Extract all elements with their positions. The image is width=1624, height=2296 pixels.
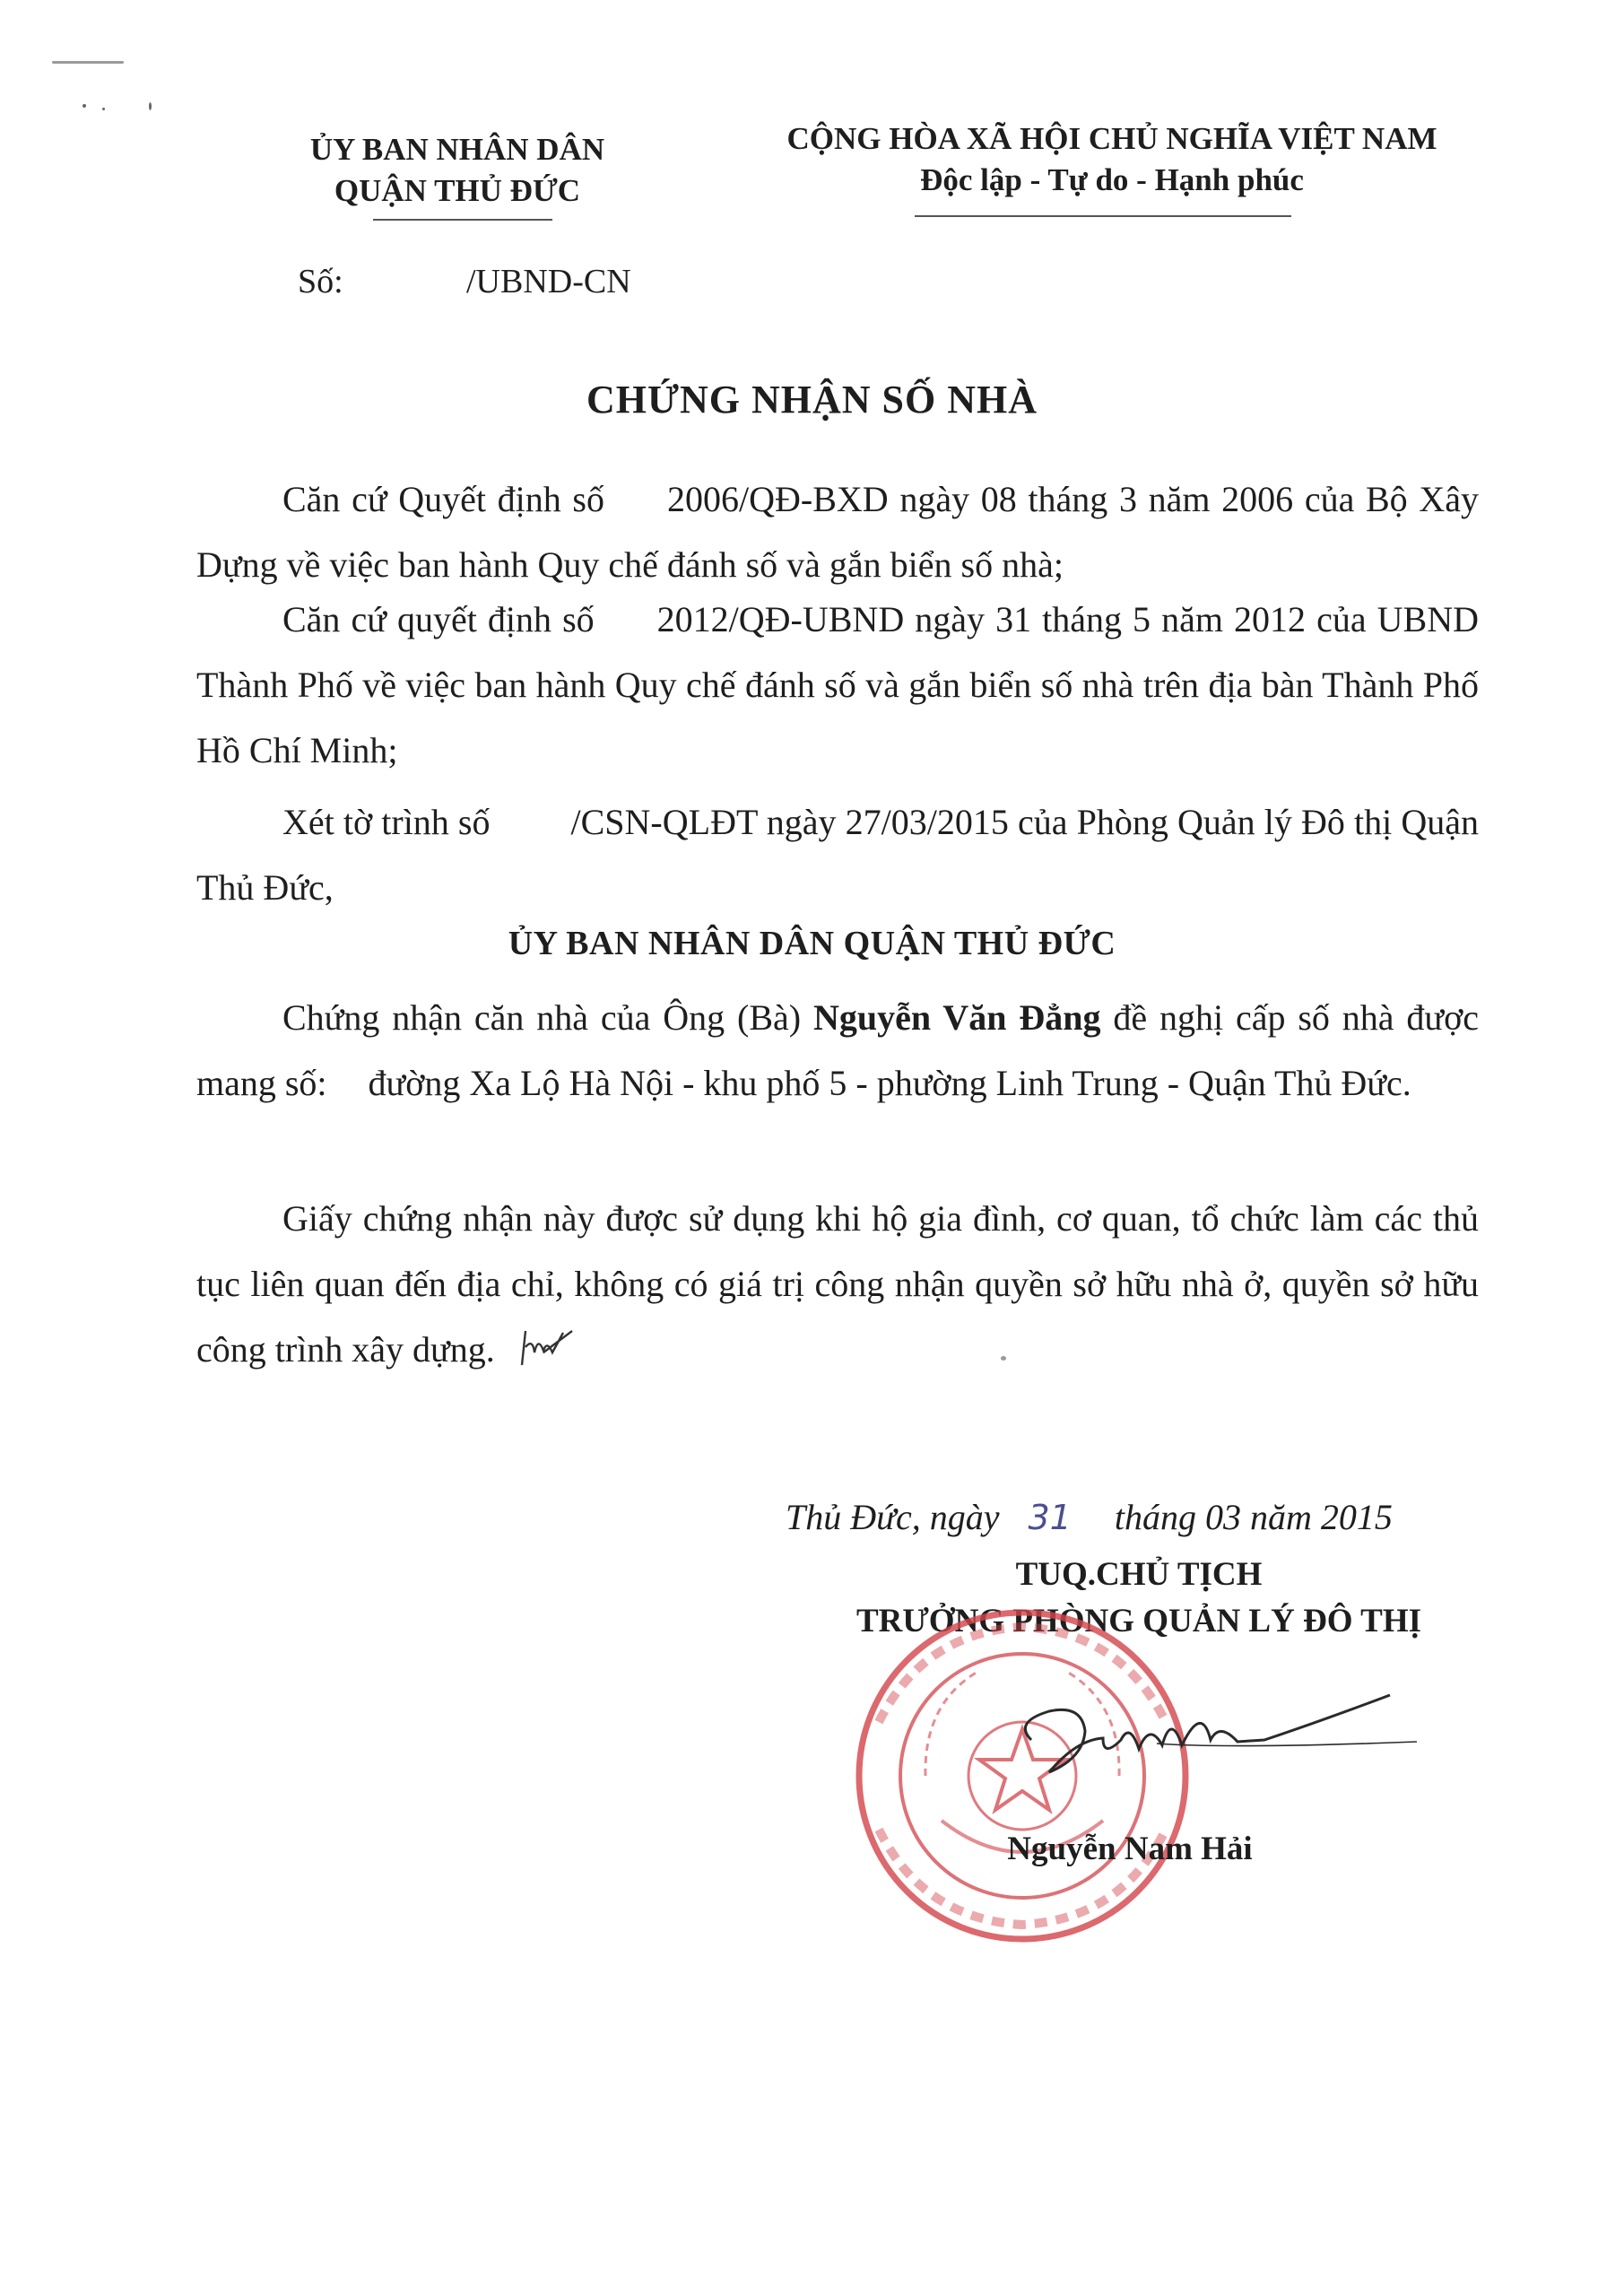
initial-mark xyxy=(517,1326,579,1370)
issuer-name: ỦY BAN NHÂN DÂN xyxy=(309,132,605,167)
paragraph-basis-2 xyxy=(196,587,1479,783)
scan-speck xyxy=(102,108,105,110)
issuer-header xyxy=(260,129,655,211)
paragraph-text: đường Xa Lộ Hà Nội - khu phố 5 - phường Linh Trung - Quận Thủ Đức. xyxy=(368,1063,1411,1103)
paragraph-text: /CSN-QLĐT ngày 27/03/2015 của Phòng Quản lý Đô thị Quận Thủ Đức, xyxy=(196,802,1479,908)
paragraph-text: Xét tờ trình số xyxy=(282,802,491,842)
scan-speck xyxy=(52,61,124,64)
handwritten-signature xyxy=(995,1686,1426,1785)
date-suffix: tháng 03 năm 2015 xyxy=(1114,1497,1393,1537)
owner-name: Nguyễn Văn Đẳng xyxy=(813,997,1101,1038)
authority-heading: ỦY BAN NHÂN DÂN QUẬN THỦ ĐỨC xyxy=(508,925,1116,962)
signer-position: TRƯỞNG PHÒNG QUẢN LÝ ĐÔ THỊ xyxy=(855,1603,1422,1639)
paragraph-text: Chứng nhận căn nhà của Ông (Bà) xyxy=(282,997,802,1038)
reference-code: /UBND-CN xyxy=(466,263,631,300)
reference-line xyxy=(298,262,343,301)
paragraph-text: Căn cứ Quyết định số xyxy=(282,479,604,519)
signing-date xyxy=(786,1496,1393,1538)
signer-name: Nguyễn Nam Hải xyxy=(1007,1831,1253,1867)
paragraph-text: 2012/QĐ-UBND ngày 31 tháng 5 năm 2012 của UBND Thành Phố về việc ban hành Quy chế đánh số và gắn biển số nhà trên địa bàn Thành Phố Hồ Chí Minh; xyxy=(196,599,1479,770)
issuer-underline xyxy=(373,219,552,221)
paragraph-text: 2006/QĐ-BXD ngày 08 tháng 3 năm 2006 của Bộ Xây Dựng về việc ban hành Quy chế đánh số và gắn biển số nhà; xyxy=(196,479,1479,585)
national-header xyxy=(744,118,1480,200)
motto-underline xyxy=(915,215,1291,217)
paragraph-text: đề nghị cấp số nhà được mang số: xyxy=(196,997,1480,1103)
signer-authority: TUQ.CHỦ TỊCH xyxy=(1015,1556,1263,1593)
national-motto: Độc lập - Tự do - Hạnh phúc xyxy=(920,161,1304,197)
paragraph-text: Giấy chứng nhận này được sử dụng khi hộ gia đình, cơ quan, tổ chức làm các thủ tục liên quan đến địa chỉ, không có giá trị công nhận quyền sở hữu nhà ở, quyền sở hữu công trình xây dựng. xyxy=(196,1198,1479,1370)
document-title: CHỨNG NHẬN SỐ NHÀ xyxy=(586,378,1038,422)
paragraph-basis-3 xyxy=(196,789,1479,920)
paragraph-usage xyxy=(196,1186,1479,1382)
issuer-district: QUẬN THỦ ĐỨC xyxy=(334,172,581,208)
scan-speck xyxy=(149,102,152,110)
date-day-handwritten: 31 xyxy=(1028,1498,1072,1537)
scan-speck xyxy=(83,104,86,108)
date-prefix: Thủ Đức, ngày xyxy=(786,1497,1000,1537)
reference-label: Số: xyxy=(298,263,343,300)
paragraph-certification xyxy=(196,985,1479,1116)
national-title: CỘNG HÒA XÃ HỘI CHỦ NGHĨA VIỆT NAM xyxy=(786,121,1437,156)
paragraph-text: Căn cứ quyết định số xyxy=(282,599,595,639)
paragraph-basis-1 xyxy=(196,466,1479,597)
